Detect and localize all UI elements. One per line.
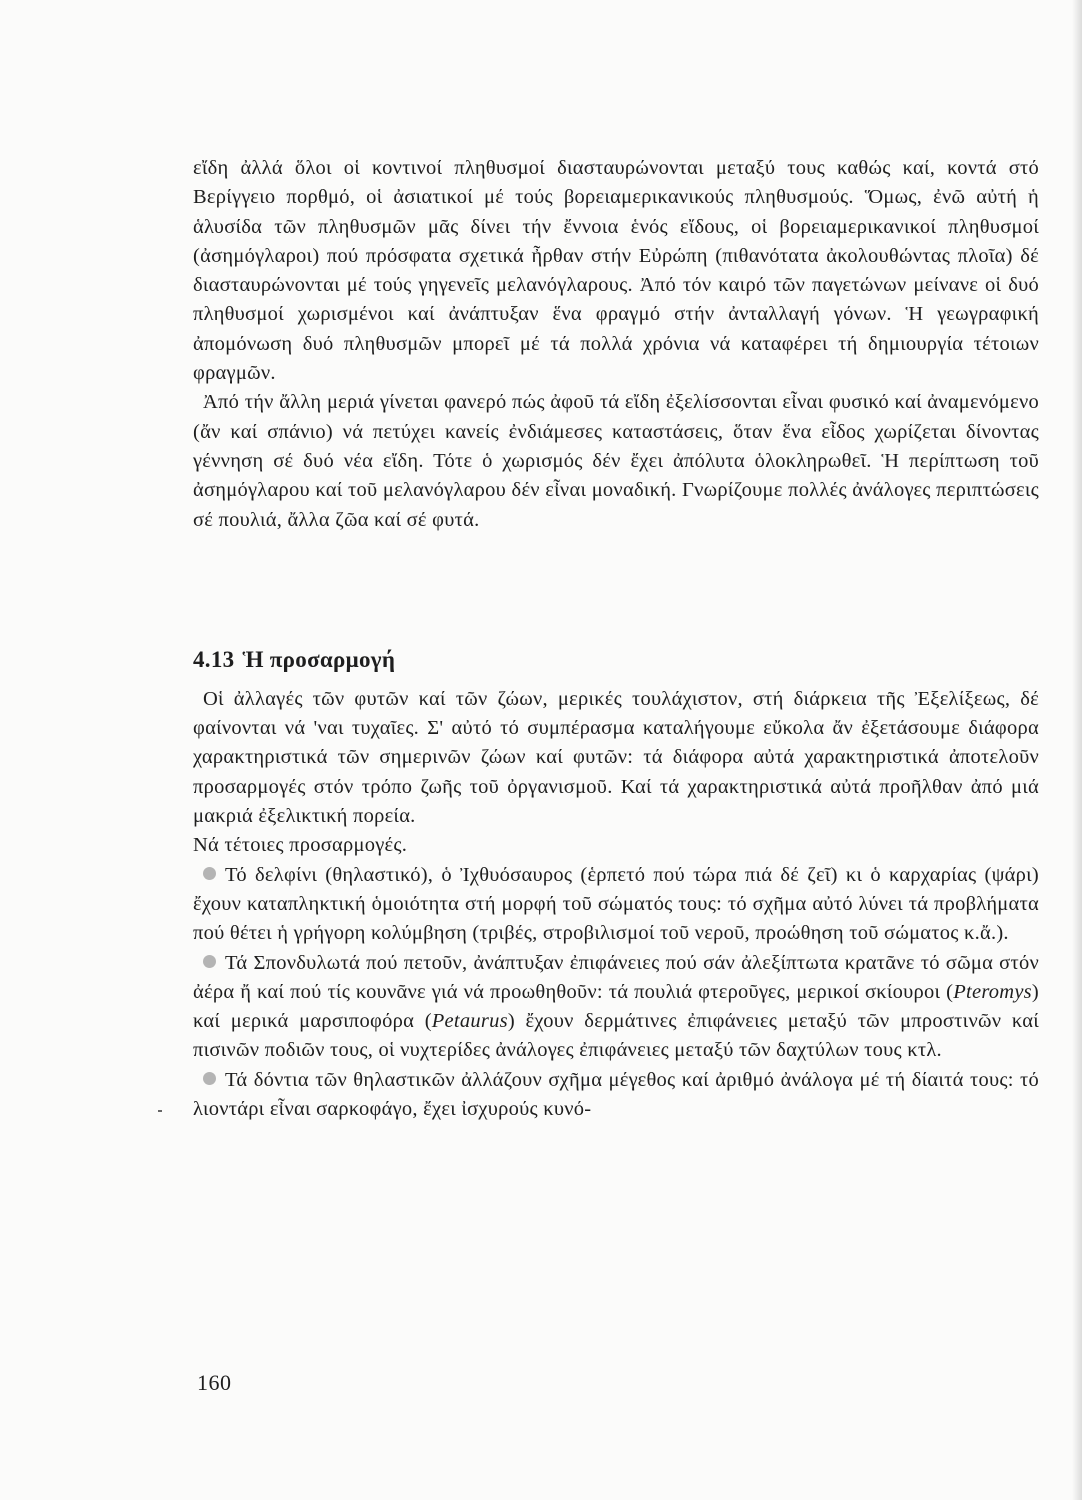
section-intro-paragraph: Οἱ ἀλλαγές τῶν φυτῶν καί τῶν ζώων, μερικές τουλάχιστον, στή διάρκεια τῆς Ἐξελίξεως, δέ φαίνονται νά 'ναι τυχαῖες. Σ' αὐτό τό συμπέρασμα καταλήγουμε εὔκολα ἄν ἐξετάσουμε διάφορα χαρακτηριστικά τῶν σημερινῶν ζώων καί φυτῶν: τά διάφορα αὐτά χαρακτηριστικά ἀποτελοῦν προσαρμογές στόν τρόπο ζωῆς τοῦ ὀργανισμοῦ. Καί τά χαρακτηριστικά αὐτά προῆλθαν ἀπό μιά μακριά ἐξελικτική πορεία. bbox=[193, 687, 1039, 828]
section-title: Ἡ προσαρμογή bbox=[242, 646, 396, 672]
page-number: 160 bbox=[197, 1370, 232, 1395]
bullet-text: Τό δελφίνι (θηλαστικό), ὁ Ἰχθυόσαυρος (ἑρπετό πού τώρα πιά δέ ζεῖ) κι ὁ καρχαρίας (ψάρι) ἔχουν καταπληκτική ὁμοιότητα στή μορφή τοῦ σώματός τους: τό σχῆμα αὐτό λύνει τά προβλήματα πού θέτει ἡ γρήγορη κολύμβηση (τριβές, στροβιλισμοί τοῦ νεροῦ, προώθηση τοῦ σώματος κ.ἄ.). bbox=[193, 863, 1039, 945]
genus-petaurus: Petaurus bbox=[431, 1010, 508, 1033]
page-edge-shadow bbox=[1072, 0, 1082, 1500]
bullet-text: ) καί μερικά μαρσιποφόρα ( bbox=[193, 980, 1039, 1033]
scan-speck bbox=[158, 1110, 162, 1112]
paragraph-2: Ἀπό τήν ἄλλη μεριά γίνεται φανερό πώς ἀφοῦ τά εἴδη ἐξελίσσονται εἶναι φυσικό καί ἀναμενόμενο (ἄν καί σπάνιο) νά πετύχει κανείς ἐνδιάμεσες καταστάσεις, ὅταν ἕνα εἶδος χωρίζεται δίνοντας γέννηση σέ δυό νέα εἴδη. Τότε ὁ χωρισμός δέν ἔχει ἀπόλυτα ὁλοκληρωθεῖ. Ἡ περίπτωση τοῦ ἀσημόγλαρου καί τοῦ μελανόγλαρου δέν εἶναι μοναδική. Γνωρίζουμε πολλές ἀνάλογες περιπτώσεις σέ πουλιά, ἄλλα ζῶα καί σέ φυτά. bbox=[193, 391, 1039, 531]
bullet-dot-icon bbox=[203, 867, 216, 880]
bullet-item-dolphin bbox=[193, 861, 1039, 949]
genus-pteromys: Pteromys bbox=[953, 980, 1032, 1003]
bullet-text: ) ἔχουν δερμάτινες ἐπιφάνειες μεταξύ τῶν μπροστινῶν καί πισινῶν ποδιῶν τους, οἱ νυχτερίδες ἀνάλογες ἐπιφάνειες μεταξύ τῶν δαχτύλων τους κτλ. bbox=[193, 1010, 1040, 1062]
bullet-dot-icon bbox=[203, 955, 216, 968]
section-heading bbox=[193, 645, 1039, 675]
bullet-text: Τά δόντια τῶν θηλαστικῶν ἀλλάζουν σχῆμα μέγεθος καί ἀριθμό ἀνάλογα μέ τή δίαιτά τους: τό λιοντάρι εἶναι σαρκοφάγο, ἔχει ἰσχυρούς κυνό- bbox=[193, 1068, 1039, 1121]
bullet-dot-icon bbox=[203, 1072, 216, 1085]
page-body bbox=[193, 154, 1039, 1124]
bullet-item-mammal-teeth bbox=[193, 1066, 1039, 1125]
bullet-item-flying-vertebrates bbox=[193, 949, 1039, 1066]
paragraph-1: εἴδη ἀλλά ὅλοι οἱ κοντινοί πληθυσμοί διασταυρώνονται μεταξύ τους καθώς καί, κοντά στό Βερίγγειο πορθμό, οἱ ἀσιατικοί μέ τούς βορειαμερικανικούς πληθυσμούς. Ὅμως, ἐνῶ αὐτή ἡ ἁλυσίδα τῶν πληθυσμῶν μᾶς δίνει τήν ἔννοια ἑνός εἴδους, οἱ βορειαμερικανικοί πληθυσμοί (ἀσημόγλαροι) πού πρόσφατα σχετικά ἦρθαν στήν Εὐρώπη (πιθανότατα ἀκολουθώντας πλοῖα) δέ διασταυρώνονται μέ τούς γηγενεῖς μελανόγλαρους. Ἀπό τόν καιρό τῶν παγετώνων μείνανε οἱ δυό πληθυσμοί χωρισμένοι καί ἀνάπτυξαν ἕνα φραγμό στήν ἀνταλλαγή γόνων. Ἡ γεωγραφική ἀπομόνωση δυό πληθυσμῶν μπορεῖ μέ τά πολλά χρόνια νά καταφέρει τή δημιουργία τέτοιων φραγμῶν. bbox=[193, 157, 1039, 385]
adaptations-lead-in: Νά τέτοιες προσαρμογές. bbox=[193, 834, 408, 857]
bullet-text: Τά Σπονδυλωτά πού πετοῦν, ἀνάπτυξαν ἐπιφάνειες πού σάν ἀλεξίπτωτα κρατᾶνε τό σῶμα στόν ἀέρα ἤ καί πού τίς κουνᾶνε γιά νά προωθηθοῦν: τά πουλιά φτεροῦγες, μερικοί σκίουροι ( bbox=[193, 951, 1039, 1003]
section-number: 4.13 bbox=[193, 646, 235, 672]
